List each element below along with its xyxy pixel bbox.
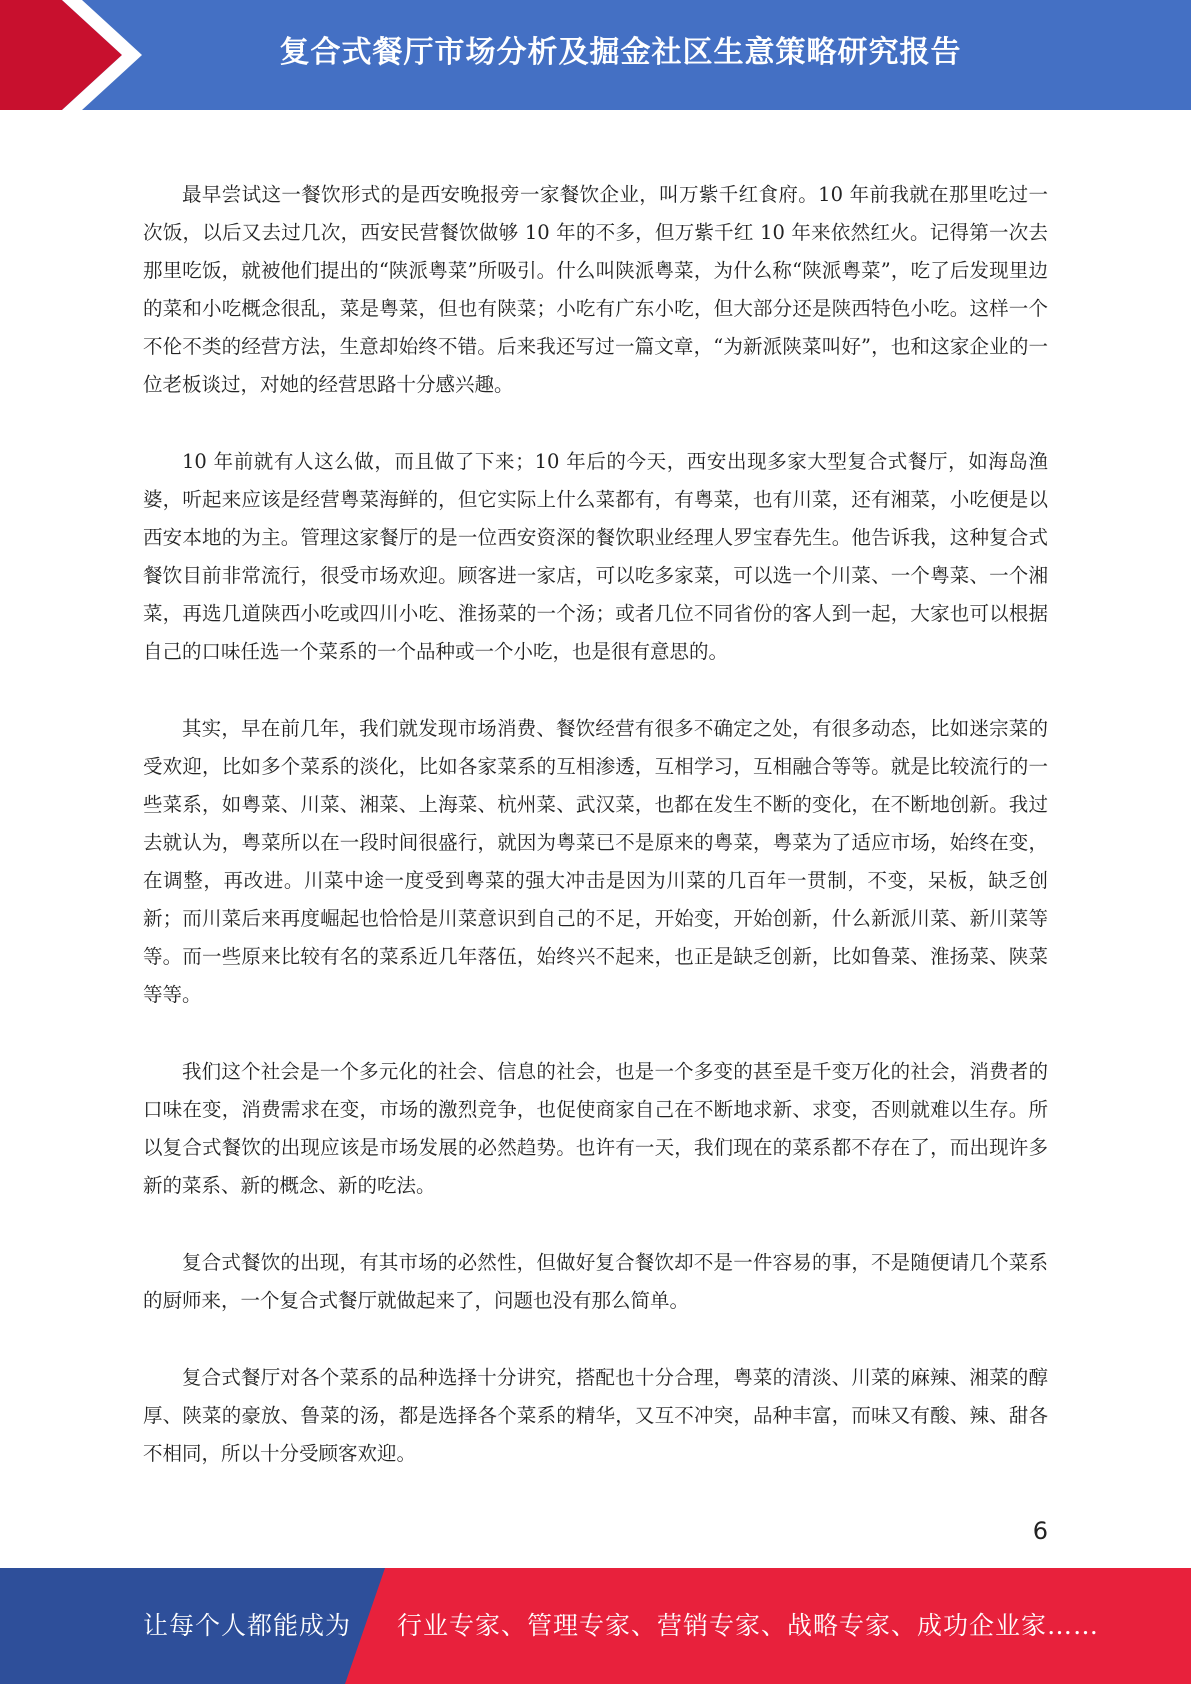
footer-slogan-right: 行业专家、管理专家、营销专家、战略专家、成功企业家……: [397, 1611, 1100, 1640]
page-number: 6: [1032, 1517, 1048, 1545]
paragraph: 最早尝试这一餐饮形式的是西安晚报旁一家餐饮企业，叫万紫千红食府。10 年前我就在那里吃过一次饭，以后又去过几次，西安民营餐饮做够 10 年的不多，但万紫千红 10 年来依然红火。记得第一次去那里吃饭，就被他们提出的“陕派粤菜”所吸引。什么叫陕派粤菜，为什么称“陕派粤菜”，吃了后发现里边的菜和小吃概念很乱，菜是粤菜，但也有陕菜；小吃有广东小吃，但大部分还是陕西特色小吃。这样一个不伦不类的经营方法，生意却始终不错。后来我还写过一篇文章，“为新派陕菜叫好”，也和这家企业的一位老板谈过，对她的经营思路十分感兴趣。: [143, 183, 1048, 396]
paragraph: 10 年前就有人这么做，而且做了下来；10 年后的今天，西安出现多家大型复合式餐厅，如海岛渔婆，听起来应该是经营粤菜海鲜的，但它实际上什么菜都有，有粤菜，也有川菜，还有湘菜，小吃便是以西安本地的为主。管理这家餐厅的是一位西安资深的餐饮职业经理人罗宝春先生。他告诉我，这种复合式餐饮目前非常流行，很受市场欢迎。顾客进一家店，可以吃多家菜，可以选一个川菜、一个粤菜、一个湘菜，再选几道陕西小吃或四川小吃、淮扬菜的一个汤；或者几位不同省份的客人到一起，大家也可以根据自己的口味任选一个菜系的一个品种或一个小吃，也是很有意思的。: [143, 450, 1048, 663]
paragraph: 复合式餐饮的出现，有其市场的必然性，但做好复合餐饮却不是一件容易的事，不是随便请几个菜系的厨师来，一个复合式餐厅就做起来了，问题也没有那么简单。: [143, 1251, 1048, 1312]
page-footer: [0, 1568, 1191, 1684]
paragraph: 其实，早在前几年，我们就发现市场消费、餐饮经营有很多不确定之处，有很多动态，比如迷宗菜的受欢迎，比如多个菜系的淡化，比如各家菜系的互相渗透，互相学习，互相融合等等。就是比较流行的一些菜系，如粤菜、川菜、湘菜、上海菜、杭州菜、武汉菜，也都在发生不断的变化，在不断地创新。我过去就认为，粤菜所以在一段时间很盛行，就因为粤菜已不是原来的粤菜，粤菜为了适应市场，始终在变，在调整，再改进。川菜中途一度受到粤菜的强大冲击是因为川菜的几百年一贯制，不变，呆板，缺乏创新；而川菜后来再度崛起也恰恰是川菜意识到自己的不足，开始变，开始创新，什么新派川菜、新川菜等等。而一些原来比较有名的菜系近几年落伍，始终兴不起来，也正是缺乏创新，比如鲁菜、淮扬菜、陕菜等等。: [143, 717, 1048, 1006]
document-title: 复合式餐厅市场分析及掘金社区生意策略研究报告: [279, 35, 962, 70]
paragraph: 复合式餐厅对各个菜系的品种选择十分讲究，搭配也十分合理，粤菜的清淡、川菜的麻辣、湘菜的醇厚、陕菜的豪放、鲁菜的汤，都是选择各个菜系的精华，又互不冲突，品种丰富，而味又有酸、辣、甜各不相同，所以十分受顾客欢迎。: [143, 1366, 1048, 1465]
footer-slogan-left: 让每个人都能成为: [143, 1611, 352, 1640]
paragraph: 我们这个社会是一个多元化的社会、信息的社会，也是一个多变的甚至是千变万化的社会，消费者的口味在变，消费需求在变，市场的激烈竞争，也促使商家自己在不断地求新、求变，否则就难以生存。所以复合式餐饮的出现应该是市场发展的必然趋势。也许有一天，我们现在的菜系都不存在了，而出现许多新的菜系、新的概念、新的吃法。: [143, 1060, 1048, 1197]
header-chevron-decoration: [0, 0, 160, 110]
report-body: [143, 176, 1048, 1512]
page-header: [0, 0, 1191, 110]
